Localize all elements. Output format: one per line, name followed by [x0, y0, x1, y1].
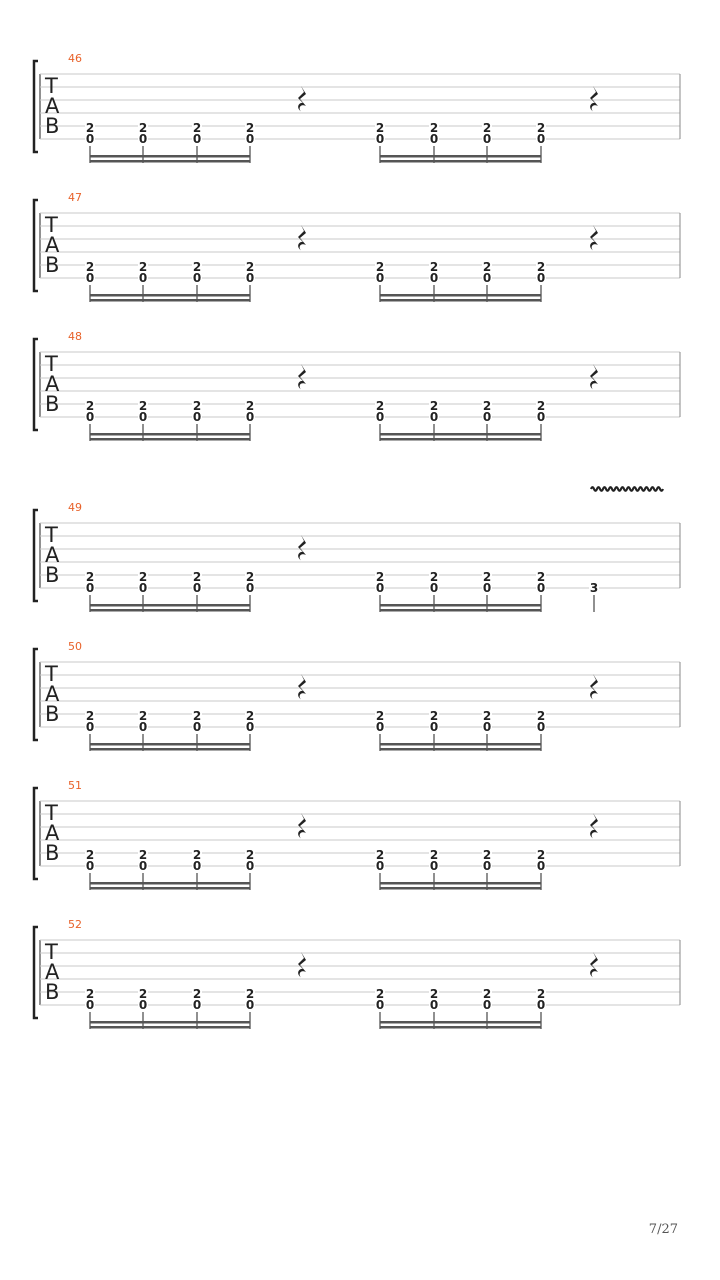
fret-number: 0 — [536, 132, 546, 146]
tab-clef-letter-t: T — [45, 523, 58, 547]
quarter-rest-icon — [298, 86, 306, 112]
fret-number: 2 — [482, 260, 492, 274]
fret-number: 2 — [192, 399, 202, 413]
fret-number: 2 — [138, 570, 148, 584]
fret-number: 0 — [375, 271, 385, 285]
fret-number: 0 — [429, 132, 439, 146]
fret-number: 0 — [138, 581, 148, 595]
note-beam — [90, 155, 250, 158]
fret-number: 2 — [85, 848, 95, 862]
fret-number: 2 — [138, 709, 148, 723]
fret-number: 0 — [482, 410, 492, 424]
fret-number: 2 — [482, 987, 492, 1001]
fret-number: 2 — [375, 399, 385, 413]
fret-number: 0 — [375, 720, 385, 734]
note-beam — [90, 1026, 250, 1029]
tab-system — [34, 918, 680, 1029]
note-beam — [380, 604, 541, 607]
tab-clef-letter-b: B — [45, 841, 60, 865]
fret-number: 0 — [375, 859, 385, 873]
fret-number: 2 — [192, 260, 202, 274]
fret-number: 2 — [85, 121, 95, 135]
quarter-rest-icon — [590, 952, 598, 978]
tab-system — [34, 191, 680, 302]
tab-clef-letter-b: B — [45, 114, 60, 138]
fret-number: 2 — [429, 987, 439, 1001]
quarter-rest-icon — [298, 952, 306, 978]
measure-number: 49 — [68, 501, 82, 514]
fret-number: 2 — [192, 570, 202, 584]
measure-number: 51 — [68, 779, 82, 792]
fret-number: 2 — [85, 570, 95, 584]
fret-number: 2 — [536, 709, 546, 723]
fret-number: 0 — [482, 859, 492, 873]
fret-number: 2 — [245, 709, 255, 723]
fret-number: 0 — [85, 998, 95, 1012]
fret-number: 2 — [245, 121, 255, 135]
fret-number: 0 — [245, 859, 255, 873]
fret-number: 2 — [375, 121, 385, 135]
fret-number: 2 — [429, 121, 439, 135]
note-beam — [380, 887, 541, 890]
fret-number: 2 — [85, 709, 95, 723]
fret-number: 0 — [85, 581, 95, 595]
fret-number: 2 — [429, 260, 439, 274]
system-bracket-icon — [34, 200, 38, 291]
fret-number: 0 — [138, 720, 148, 734]
note-beam — [90, 299, 250, 302]
fret-number: 0 — [138, 998, 148, 1012]
fret-number: 2 — [375, 848, 385, 862]
tab-clef-letter-t: T — [45, 801, 58, 825]
tab-clef-letter-t: T — [45, 74, 58, 98]
fret-number: 0 — [138, 859, 148, 873]
fret-number: 2 — [192, 709, 202, 723]
fret-number: 0 — [85, 271, 95, 285]
note-beam — [380, 609, 541, 612]
fret-number: 2 — [536, 121, 546, 135]
tab-system — [34, 779, 680, 890]
fret-number: 0 — [85, 410, 95, 424]
note-beam — [90, 294, 250, 297]
fret-number: 0 — [536, 581, 546, 595]
note-beam — [90, 609, 250, 612]
fret-number: 0 — [192, 410, 202, 424]
fret-number: 2 — [138, 399, 148, 413]
fret-number: 2 — [138, 260, 148, 274]
fret-number: 2 — [245, 260, 255, 274]
note-beam — [380, 299, 541, 302]
fret-number: 2 — [245, 987, 255, 1001]
fret-number: 2 — [245, 399, 255, 413]
fret-number: 2 — [85, 987, 95, 1001]
system-bracket-icon — [34, 649, 38, 740]
quarter-rest-icon — [590, 813, 598, 839]
note-beam — [90, 748, 250, 751]
fret-number: 0 — [245, 410, 255, 424]
system-bracket-icon — [34, 788, 38, 879]
fret-number: 2 — [245, 570, 255, 584]
fret-number: 0 — [85, 859, 95, 873]
tab-clef-letter-t: T — [45, 213, 58, 237]
fret-number: 2 — [375, 987, 385, 1001]
tab-clef-letter-b: B — [45, 980, 60, 1004]
note-beam — [90, 887, 250, 890]
tab-system — [34, 52, 680, 163]
measure-number: 48 — [68, 330, 82, 343]
fret-number: 0 — [192, 581, 202, 595]
note-beam — [380, 748, 541, 751]
fret-number: 2 — [482, 399, 492, 413]
fret-number: 2 — [85, 399, 95, 413]
fret-number: 0 — [429, 271, 439, 285]
fret-number: 0 — [429, 859, 439, 873]
tab-clef-letter-a: A — [45, 960, 60, 984]
quarter-rest-icon — [298, 674, 306, 700]
fret-number: 2 — [138, 987, 148, 1001]
note-beam — [380, 438, 541, 441]
note-beam — [90, 743, 250, 746]
fret-number: 0 — [138, 410, 148, 424]
tab-system — [34, 487, 680, 612]
fret-number: 2 — [375, 709, 385, 723]
fret-number: 0 — [375, 581, 385, 595]
quarter-rest-icon — [298, 535, 306, 561]
system-bracket-icon — [34, 61, 38, 152]
fret-number: 2 — [429, 570, 439, 584]
system-bracket-icon — [34, 510, 38, 601]
fret-number: 0 — [482, 581, 492, 595]
fret-number: 0 — [245, 998, 255, 1012]
note-beam — [380, 1026, 541, 1029]
fret-number: 2 — [245, 848, 255, 862]
tab-clef-letter-b: B — [45, 563, 60, 587]
tab-clef-letter-a: A — [45, 94, 60, 118]
fret-number: 2 — [138, 121, 148, 135]
fret-number: 2 — [536, 848, 546, 862]
measure-number: 50 — [68, 640, 82, 653]
fret-number: 0 — [429, 720, 439, 734]
system-bracket-icon — [34, 339, 38, 430]
note-beam — [380, 743, 541, 746]
fret-number: 0 — [245, 132, 255, 146]
fret-number: 0 — [482, 132, 492, 146]
fret-number: 0 — [192, 859, 202, 873]
note-beam — [380, 1021, 541, 1024]
fret-number: 0 — [192, 271, 202, 285]
note-beam — [380, 433, 541, 436]
note-beam — [380, 155, 541, 158]
fret-number: 2 — [536, 570, 546, 584]
fret-number: 2 — [536, 399, 546, 413]
fret-number: 0 — [85, 132, 95, 146]
quarter-rest-icon — [590, 86, 598, 112]
vibrato-icon — [591, 487, 663, 491]
note-beam — [90, 438, 250, 441]
fret-number: 0 — [375, 132, 385, 146]
fret-number: 2 — [375, 260, 385, 274]
fret-number: 0 — [192, 132, 202, 146]
tab-clef-letter-a: A — [45, 372, 60, 396]
fret-number: 0 — [375, 998, 385, 1012]
measure-number: 47 — [68, 191, 82, 204]
fret-number: 0 — [138, 271, 148, 285]
note-beam — [380, 294, 541, 297]
fret-number: 2 — [482, 121, 492, 135]
tab-clef-letter-b: B — [45, 392, 60, 416]
tab-system — [34, 640, 680, 751]
fret-number: 2 — [429, 709, 439, 723]
measure-number: 52 — [68, 918, 82, 931]
fret-number: 0 — [245, 720, 255, 734]
fret-number: 2 — [85, 260, 95, 274]
fret-number: 2 — [429, 848, 439, 862]
fret-number: 0 — [536, 410, 546, 424]
fret-number: 0 — [245, 581, 255, 595]
fret-number: 0 — [85, 720, 95, 734]
note-beam — [380, 882, 541, 885]
fret-number: 2 — [192, 987, 202, 1001]
tab-clef-letter-t: T — [45, 662, 58, 686]
fret-number: 0 — [536, 271, 546, 285]
tab-clef-letter-a: A — [45, 543, 60, 567]
quarter-rest-icon — [298, 364, 306, 390]
fret-number: 0 — [482, 271, 492, 285]
tab-clef-letter-b: B — [45, 702, 60, 726]
fret-number: 0 — [375, 410, 385, 424]
fret-number: 2 — [536, 260, 546, 274]
note-beam — [90, 433, 250, 436]
fret-number: 0 — [138, 132, 148, 146]
fret-number: 0 — [536, 998, 546, 1012]
tab-clef-letter-t: T — [45, 352, 58, 376]
note-beam — [90, 882, 250, 885]
tab-clef-letter-t: T — [45, 940, 58, 964]
tab-clef-letter-a: A — [45, 821, 60, 845]
fret-number: 0 — [429, 410, 439, 424]
note-beam — [90, 160, 250, 163]
fret-number: 0 — [536, 720, 546, 734]
system-bracket-icon — [34, 927, 38, 1018]
measure-number: 46 — [68, 52, 82, 65]
fret-number: 0 — [192, 998, 202, 1012]
fret-number: 2 — [482, 570, 492, 584]
fret-number: 2 — [375, 570, 385, 584]
fret-number: 2 — [482, 709, 492, 723]
fret-number: 2 — [192, 121, 202, 135]
tab-clef-letter-b: B — [45, 253, 60, 277]
fret-number: 2 — [138, 848, 148, 862]
tab-system — [34, 330, 680, 441]
fret-number: 0 — [245, 271, 255, 285]
tab-clef-letter-a: A — [45, 682, 60, 706]
fret-number: 0 — [482, 720, 492, 734]
page-number: 7/27 — [648, 1222, 678, 1237]
quarter-rest-icon — [590, 225, 598, 251]
fret-number: 0 — [536, 859, 546, 873]
quarter-rest-icon — [590, 674, 598, 700]
fret-number: 0 — [482, 998, 492, 1012]
fret-number: 0 — [192, 720, 202, 734]
quarter-rest-icon — [298, 813, 306, 839]
tab-clef-letter-a: A — [45, 233, 60, 257]
fret-number: 3 — [589, 581, 599, 595]
fret-number: 2 — [536, 987, 546, 1001]
quarter-rest-icon — [298, 225, 306, 251]
fret-number: 2 — [482, 848, 492, 862]
fret-number: 0 — [429, 998, 439, 1012]
note-beam — [380, 160, 541, 163]
quarter-rest-icon — [590, 364, 598, 390]
fret-number: 0 — [429, 581, 439, 595]
fret-number: 2 — [192, 848, 202, 862]
note-beam — [90, 1021, 250, 1024]
note-beam — [90, 604, 250, 607]
fret-number: 2 — [429, 399, 439, 413]
